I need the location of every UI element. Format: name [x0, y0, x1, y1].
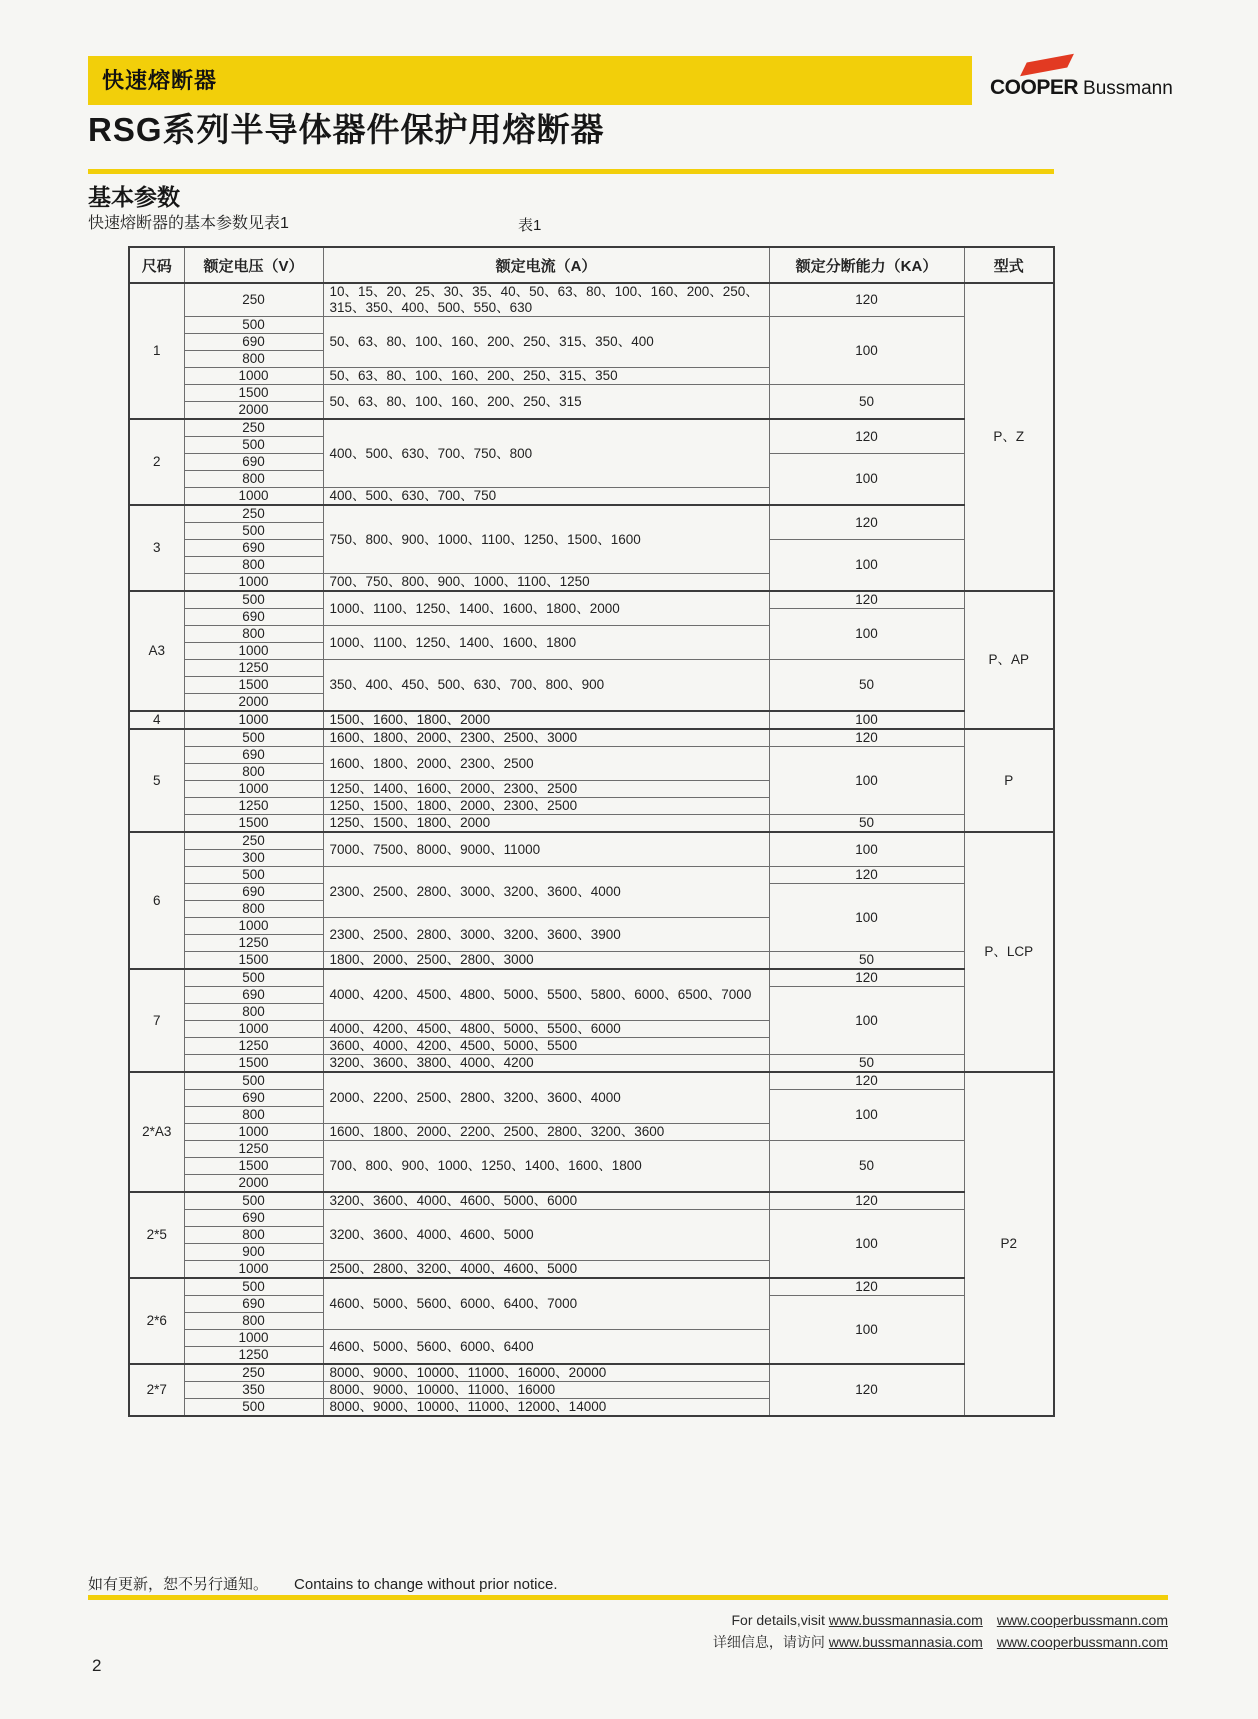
voltage-cell: 800 [184, 626, 323, 643]
params-table-header [129, 247, 1054, 283]
voltage-cell: 2000 [184, 694, 323, 712]
current-cell: 700、800、900、1000、1250、1400、1600、1800 [323, 1141, 769, 1193]
current-cell: 1000、1100、1250、1400、1600、1800、2000 [323, 591, 769, 626]
ka-cell: 100 [769, 540, 964, 592]
voltage-cell: 500 [184, 1192, 323, 1210]
table-row [129, 1278, 1054, 1296]
current-cell: 4600、5000、5600、6000、6400、7000 [323, 1278, 769, 1330]
ka-cell: 50 [769, 1141, 964, 1193]
ka-cell: 120 [769, 1278, 964, 1296]
voltage-cell: 800 [184, 471, 323, 488]
current-cell: 1600、1800、2000、2200、2500、2800、3200、3600 [323, 1124, 769, 1141]
ka-cell: 120 [769, 283, 964, 317]
voltage-cell: 500 [184, 969, 323, 987]
ka-cell: 100 [769, 987, 964, 1055]
footer-links [713, 1609, 1168, 1654]
voltage-cell: 1500 [184, 952, 323, 970]
current-cell: 1250、1400、1600、2000、2300、2500 [323, 781, 769, 798]
ka-cell: 100 [769, 609, 964, 660]
table-row [129, 1072, 1054, 1090]
type-cell: P、LCP [964, 832, 1054, 1072]
table-row [129, 969, 1054, 987]
page-number: 2 [92, 1656, 102, 1675]
voltage-cell: 1250 [184, 660, 323, 677]
current-cell: 3200、3600、3800、4000、4200 [323, 1055, 769, 1073]
page-title: RSG系列半导体器件保护用熔断器 [88, 111, 605, 148]
ka-cell: 100 [769, 1210, 964, 1279]
current-cell: 750、800、900、1000、1100、1250、1500、1600 [323, 505, 769, 574]
table-row [129, 385, 1054, 402]
ka-cell: 120 [769, 867, 964, 884]
voltage-cell: 690 [184, 1296, 323, 1313]
type-cell: P、AP [964, 591, 1054, 729]
voltage-cell: 1000 [184, 1261, 323, 1279]
ka-cell: 120 [769, 505, 964, 540]
voltage-cell: 1000 [184, 781, 323, 798]
voltage-cell: 2000 [184, 402, 323, 420]
size-cell: 2 [129, 419, 184, 505]
table-row [129, 711, 1054, 729]
voltage-cell: 1000 [184, 643, 323, 660]
bussmannasia-link[interactable]: www.bussmannasia.com [828, 1634, 983, 1651]
ka-cell: 100 [769, 832, 964, 867]
voltage-cell: 800 [184, 1107, 323, 1124]
header-type: 型式 [964, 247, 1054, 283]
current-cell: 400、500、630、700、750 [323, 488, 769, 506]
ka-cell: 100 [769, 747, 964, 815]
table-row [129, 1364, 1054, 1382]
voltage-cell: 690 [184, 1090, 323, 1107]
current-cell: 700、750、800、900、1000、1100、1250 [323, 574, 769, 592]
voltage-cell: 1000 [184, 488, 323, 506]
table-caption: 表1 [518, 217, 542, 234]
voltage-cell: 500 [184, 1399, 323, 1417]
voltage-cell: 500 [184, 437, 323, 454]
voltage-cell: 1500 [184, 815, 323, 833]
voltage-cell: 300 [184, 850, 323, 867]
voltage-cell: 250 [184, 832, 323, 850]
ka-cell: 100 [769, 711, 964, 729]
ka-cell: 120 [769, 1192, 964, 1210]
voltage-cell: 800 [184, 1227, 323, 1244]
voltage-cell: 1250 [184, 1141, 323, 1158]
voltage-cell: 500 [184, 317, 323, 334]
current-cell: 2500、2800、3200、4000、4600、5000 [323, 1261, 769, 1279]
ka-cell: 50 [769, 385, 964, 420]
voltage-cell: 1000 [184, 574, 323, 592]
table-row [129, 1141, 1054, 1158]
current-cell: 2300、2500、2800、3000、3200、3600、3900 [323, 918, 769, 952]
size-cell: 2*7 [129, 1364, 184, 1416]
ka-cell: 100 [769, 1296, 964, 1365]
voltage-cell: 800 [184, 351, 323, 368]
table-row [129, 283, 1054, 317]
size-cell: 1 [129, 283, 184, 419]
ka-cell: 120 [769, 419, 964, 454]
size-cell: 3 [129, 505, 184, 591]
current-cell: 10、15、20、25、30、35、40、50、63、80、100、160、200、250、315、350、400、500、550、630 [323, 283, 769, 317]
current-cell: 4000、4200、4500、4800、5000、5500、5800、6000、6500、7000 [323, 969, 769, 1021]
voltage-cell: 690 [184, 884, 323, 901]
voltage-cell: 1000 [184, 368, 323, 385]
current-cell: 50、63、80、100、160、200、250、315 [323, 385, 769, 420]
voltage-cell: 1500 [184, 1158, 323, 1175]
size-cell: 2*A3 [129, 1072, 184, 1192]
ka-cell: 120 [769, 729, 964, 747]
voltage-cell: 1500 [184, 385, 323, 402]
footer-links-line-zh [713, 1631, 1168, 1653]
current-cell: 1500、1600、1800、2000 [323, 711, 769, 729]
voltage-cell: 690 [184, 334, 323, 351]
voltage-cell: 1250 [184, 935, 323, 952]
voltage-cell: 250 [184, 1364, 323, 1382]
table-row [129, 505, 1054, 523]
voltage-cell: 690 [184, 987, 323, 1004]
footer-divider [88, 1595, 1168, 1600]
size-cell: 5 [129, 729, 184, 832]
table-row [129, 815, 1054, 833]
cooperbussmann-link[interactable]: www.cooperbussmann.com [996, 1612, 1168, 1628]
size-cell: 7 [129, 969, 184, 1072]
voltage-cell: 690 [184, 540, 323, 557]
voltage-cell: 500 [184, 523, 323, 540]
ka-cell: 50 [769, 815, 964, 833]
header-category: 快速熔断器 [102, 68, 218, 93]
table-row [129, 419, 1054, 437]
voltage-cell: 1250 [184, 1347, 323, 1365]
voltage-cell: 250 [184, 283, 323, 317]
header-current: 额定电流（A） [323, 247, 769, 283]
current-cell: 4000、4200、4500、4800、5000、5500、6000 [323, 1021, 769, 1038]
links-intro-zh: 详细信息，请访问 [712, 1634, 825, 1651]
header-breaking-capacity: 额定分断能力（KA） [769, 247, 964, 283]
cooper-bussmann-logo [990, 56, 1190, 106]
cooperbussmann-link[interactable]: www.cooperbussmann.com [996, 1634, 1168, 1651]
current-cell: 3200、3600、4000、4600、5000 [323, 1210, 769, 1261]
change-notice-zh: 如有更新，恕不另行通知。 [88, 1576, 269, 1593]
voltage-cell: 690 [184, 1210, 323, 1227]
voltage-cell: 1000 [184, 1021, 323, 1038]
ka-cell: 120 [769, 1072, 964, 1090]
current-cell: 4600、5000、5600、6000、6400 [323, 1330, 769, 1365]
voltage-cell: 800 [184, 901, 323, 918]
current-cell: 8000、9000、10000、11000、12000、14000 [323, 1399, 769, 1417]
current-cell: 3600、4000、4200、4500、5000、5500 [323, 1038, 769, 1055]
table-row [129, 867, 1054, 884]
current-cell: 1250、1500、1800、2000、2300、2500 [323, 798, 769, 815]
ka-cell: 100 [769, 884, 964, 952]
ka-cell: 50 [769, 660, 964, 712]
type-cell: P、Z [964, 283, 1054, 591]
header-voltage: 额定电压（V） [184, 247, 323, 283]
logo-flag-icon [1020, 54, 1074, 76]
voltage-cell: 1500 [184, 1055, 323, 1073]
header-size: 尺码 [129, 247, 184, 283]
size-cell: 2*5 [129, 1192, 184, 1278]
title-divider [88, 169, 1054, 174]
table-row [129, 660, 1054, 677]
ka-cell: 120 [769, 1364, 964, 1416]
voltage-cell: 1000 [184, 1124, 323, 1141]
voltage-cell: 500 [184, 1072, 323, 1090]
current-cell: 400、500、630、700、750、800 [323, 419, 769, 488]
voltage-cell: 1250 [184, 1038, 323, 1055]
table-row [129, 317, 1054, 334]
logo-bussmann-text: Bussmann [1083, 78, 1173, 99]
table-row [129, 729, 1054, 747]
current-cell: 2300、2500、2800、3000、3200、3600、4000 [323, 867, 769, 918]
voltage-cell: 1000 [184, 918, 323, 935]
current-cell: 50、63、80、100、160、200、250、315、350、400 [323, 317, 769, 368]
voltage-cell: 690 [184, 747, 323, 764]
current-cell: 2000、2200、2500、2800、3200、3600、4000 [323, 1072, 769, 1124]
links-intro-en: For details,visit [731, 1612, 825, 1628]
table-row [129, 832, 1054, 850]
params-table [128, 246, 1055, 1417]
change-notice-en: Contains to change without prior notice. [294, 1576, 558, 1593]
current-cell: 50、63、80、100、160、200、250、315、350 [323, 368, 769, 385]
table-row [129, 591, 1054, 609]
logo-cooper-text: COOPER [990, 76, 1079, 99]
voltage-cell: 690 [184, 609, 323, 626]
size-cell: 6 [129, 832, 184, 969]
voltage-cell: 900 [184, 1244, 323, 1261]
voltage-cell: 500 [184, 729, 323, 747]
current-cell: 1000、1100、1250、1400、1600、1800 [323, 626, 769, 660]
current-cell: 8000、9000、10000、11000、16000 [323, 1382, 769, 1399]
footer-links-line-en [713, 1609, 1168, 1631]
table-row [129, 952, 1054, 970]
table-row [129, 1192, 1054, 1210]
current-cell: 350、400、450、500、630、700、800、900 [323, 660, 769, 712]
ka-cell: 100 [769, 317, 964, 385]
current-cell: 1600、1800、2000、2300、2500、3000 [323, 729, 769, 747]
size-cell: 2*6 [129, 1278, 184, 1364]
voltage-cell: 800 [184, 1313, 323, 1330]
table-row [129, 1210, 1054, 1227]
current-cell: 7000、7500、8000、9000、11000 [323, 832, 769, 867]
header-bar [88, 56, 972, 105]
voltage-cell: 350 [184, 1382, 323, 1399]
ka-cell: 100 [769, 1090, 964, 1141]
logo-wordmark [990, 76, 1173, 100]
current-cell: 1800、2000、2500、2800、3000 [323, 952, 769, 970]
type-cell: P [964, 729, 1054, 832]
voltage-cell: 500 [184, 1278, 323, 1296]
voltage-cell: 800 [184, 1004, 323, 1021]
voltage-cell: 1000 [184, 1330, 323, 1347]
current-cell: 1250、1500、1800、2000 [323, 815, 769, 833]
voltage-cell: 1000 [184, 711, 323, 729]
ka-cell: 50 [769, 1055, 964, 1073]
current-cell: 8000、9000、10000、11000、16000、20000 [323, 1364, 769, 1382]
change-notice [88, 1573, 558, 1594]
type-cell: P2 [964, 1072, 1054, 1416]
ka-cell: 120 [769, 969, 964, 987]
current-cell: 3200、3600、4000、4600、5000、6000 [323, 1192, 769, 1210]
ka-cell: 100 [769, 454, 964, 506]
voltage-cell: 1500 [184, 677, 323, 694]
voltage-cell: 500 [184, 867, 323, 884]
bussmannasia-link[interactable]: www.bussmannasia.com [828, 1612, 983, 1628]
voltage-cell: 1250 [184, 798, 323, 815]
table-row [129, 747, 1054, 764]
params-table-body [129, 283, 1054, 1416]
voltage-cell: 800 [184, 764, 323, 781]
table-row [129, 1055, 1054, 1073]
voltage-cell: 250 [184, 505, 323, 523]
size-cell: 4 [129, 711, 184, 729]
voltage-cell: 800 [184, 557, 323, 574]
voltage-cell: 500 [184, 591, 323, 609]
size-cell: A3 [129, 591, 184, 711]
voltage-cell: 250 [184, 419, 323, 437]
ka-cell: 120 [769, 591, 964, 609]
current-cell: 1600、1800、2000、2300、2500 [323, 747, 769, 781]
section-heading: 基本参数 [88, 184, 180, 210]
section-subtitle: 快速熔断器的基本参数见表1 [88, 215, 289, 232]
ka-cell: 50 [769, 952, 964, 970]
voltage-cell: 2000 [184, 1175, 323, 1193]
voltage-cell: 690 [184, 454, 323, 471]
header-row [129, 247, 1054, 283]
